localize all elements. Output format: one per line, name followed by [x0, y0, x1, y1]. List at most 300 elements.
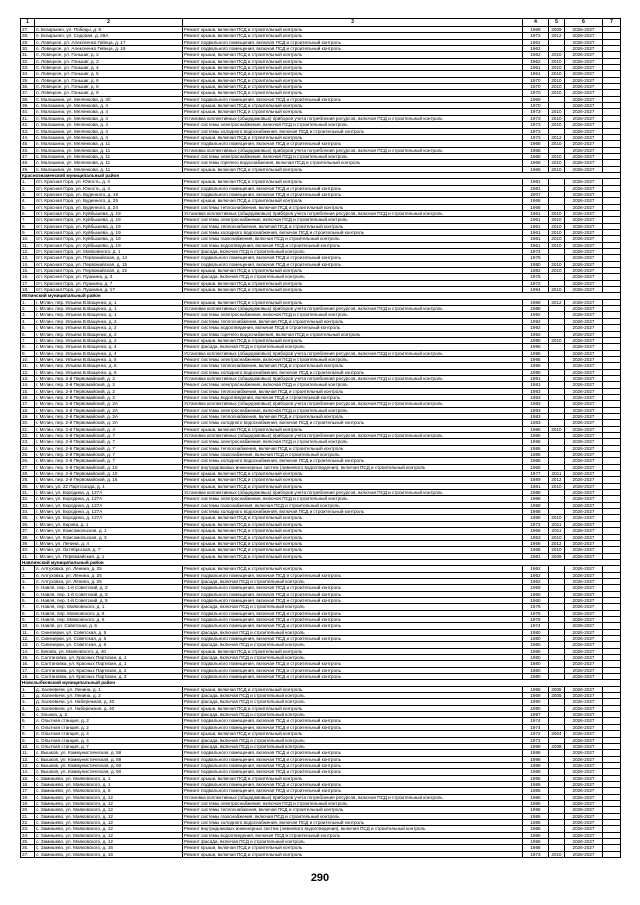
row-work-type: Ремонт крыши, включая ПСД и строительный контроль [183, 77, 523, 83]
row-year-built: 1985 [523, 788, 549, 794]
row-year-repair: 2010 [549, 90, 565, 96]
row-year-built: 1980 [523, 642, 549, 648]
row-address: г. Мглин, ул. Первомайская, д. 1 [35, 553, 183, 559]
row-year-built: 1995 [523, 356, 549, 362]
row-year-built: 1995 [523, 369, 549, 375]
row-year-repair: 2005 [549, 686, 565, 692]
row-period: 2026-2027 [565, 255, 603, 261]
row-address: п. Малашина, ул. Меленкова, д. 11 [35, 141, 183, 147]
row-year-built: 1988 [523, 299, 549, 305]
row-work-type: Ремонт фасада, включая ПСД и строительный контроль [183, 344, 523, 350]
row-period: 2026-2027 [565, 693, 603, 699]
row-work-type: Ремонт подвального помещения, включая ПСД и строительный контроль [183, 585, 523, 591]
row-work-type: Ремонт системы газоснабжения, включая ПСД и строительный контроль [183, 236, 523, 242]
table-row [21, 807, 621, 813]
row-year-built: 1962 [523, 39, 549, 45]
row-period: 2026-2027 [565, 629, 603, 635]
row-year-repair: 2012 [549, 33, 565, 39]
row-year-built: 1968 [523, 204, 549, 210]
row-year-built: 1970 [523, 77, 549, 83]
row-number: 33. [21, 502, 35, 508]
row-work-type: Ремонт системы горячего водоснабжения, включая ПСД и строительный контроль [183, 160, 523, 166]
row-address: г. Мглин, ул. Кирова, д. 1 [35, 521, 183, 527]
row-year-built: 1980 [523, 261, 549, 267]
row-number: 40. [21, 109, 35, 115]
row-year-repair: 2012 [549, 134, 565, 140]
row-address: п. Навля, пер. 1-й Советский, д. 5 [35, 597, 183, 603]
row-work-type: Ремонт крыши, включая ПСД и строительный контроль [183, 528, 523, 534]
row-period: 2026-2027 [565, 128, 603, 134]
row-year-built: 1986 [523, 826, 549, 832]
row-year-built: 1980 [523, 667, 549, 673]
row-year-built: 1976 [523, 255, 549, 261]
row-work-type: Ремонт крыши, включая ПСД и строительный контроль [183, 103, 523, 109]
row-work-type: Ремонт крыши, включая ПСД и строительный контроль [183, 337, 523, 343]
row-address: п. Навля, пер. 1-й Советский, д. 3 [35, 585, 183, 591]
row-address: п. Ловецкое, ул. Алексеенко Гейнца, д. 19 [35, 46, 183, 52]
row-number: 4. [21, 318, 35, 324]
row-number: 4. [21, 585, 35, 591]
row-period: 2026-2027 [565, 407, 603, 413]
row-year-built: 1983 [523, 413, 549, 419]
row-period: 2026-2027 [565, 578, 603, 584]
row-year-built: 1980 [523, 629, 549, 635]
row-year-built: 1988 [523, 762, 549, 768]
row-number: 42. [21, 122, 35, 128]
row-address: с. Замишево, ул. Маяковского, д. 12 [35, 794, 183, 800]
row-year-built: 1968 [523, 547, 549, 553]
row-year-built: 1961 [523, 242, 549, 248]
row-period: 2026-2027 [565, 413, 603, 419]
table-row [21, 96, 621, 102]
row-year-built: 1983 [523, 401, 549, 407]
row-period: 2026-2027 [565, 223, 603, 229]
row-work-type: Ремонт подвального помещения, включая ПСД и строительный контроль [183, 788, 523, 794]
row-year-built: 1968 [523, 147, 549, 153]
row-address: пгт. Красная Гора, ул. Буденного, д. 24 [35, 204, 183, 210]
row-address: г. Мглин, пер. 2-й Первомайский, д. 2А [35, 401, 183, 407]
row-number: 35. [21, 77, 35, 83]
row-address: г. Мглин, пер. 2-й Первомайский, д. 4 [35, 426, 183, 432]
row-period: 2026-2027 [565, 39, 603, 45]
row-work-type: Ремонт крыши, включая ПСД и строительный контроль [183, 179, 523, 185]
row-period: 2026-2027 [565, 502, 603, 508]
row-number: 18. [21, 287, 35, 293]
row-number: 1. [21, 686, 35, 692]
row-number: 17. [21, 667, 35, 673]
row-address: г. Мглин, пер. Ильина В.Ващенко, д. 2 [35, 337, 183, 343]
row-address: г. Мглин, пер. 2-й Первомайский, д. 7 [35, 439, 183, 445]
row-number: 5. [21, 204, 35, 210]
row-address: п. Синезерки, ул. Советская, д. 6 [35, 642, 183, 648]
row-period: 2026-2027 [565, 166, 603, 172]
row-number: 27. [21, 27, 35, 33]
row-year-repair: 2011 [549, 471, 565, 477]
table-row [21, 464, 621, 470]
row-year-repair: 2010 [549, 65, 565, 71]
row-number: 9. [21, 350, 35, 356]
row-period: 2026-2027 [565, 122, 603, 128]
row-year-built: 1983 [523, 420, 549, 426]
row-address: г. Мглин, ул. Комсомольская, д. 3 [35, 534, 183, 540]
row-year-built: 1992 [523, 312, 549, 318]
row-number: 17. [21, 280, 35, 286]
table-row [21, 388, 621, 394]
row-period: 2026-2027 [565, 845, 603, 851]
row-year-repair: 2010 [549, 236, 565, 242]
row-number: 49. [21, 166, 35, 172]
row-year-repair: 2010 [549, 141, 565, 147]
row-number: 15. [21, 388, 35, 394]
row-address: п. Бозарьино, ул. Садовая, д. 29А [35, 33, 183, 39]
row-number: 27. [21, 851, 35, 857]
table-row [21, 433, 621, 439]
row-period: 2026-2027 [565, 77, 603, 83]
row-number: 24. [21, 445, 35, 451]
row-address: п. Навля, ул. Советская, д. 5 [35, 623, 183, 629]
table-row [21, 813, 621, 819]
row-work-type: Ремонт крыши, включая ПСД и строительный контроль [183, 198, 523, 204]
row-year-repair: 2011 [549, 521, 565, 527]
row-address: п. Опытная станция, д. 7 [35, 743, 183, 749]
row-year-built: 1988 [523, 496, 549, 502]
row-address: д. Халеевичи, ул. Набережная, д. 40 [35, 699, 183, 705]
table-row [21, 223, 621, 229]
row-year-built: 1961 [523, 236, 549, 242]
row-year-built: 2007 [523, 191, 549, 197]
row-work-type: Ремонт крыши, включая ПСД и строительный контроль [183, 515, 523, 521]
row-address: п. Малашина, ул. Меленкова, д. 4 [35, 115, 183, 121]
row-address: д. Халеевичи, ул. Ленина, д. 3 [35, 693, 183, 699]
row-work-type: Ремонт крыши, включая ПСД и строительный контроль [183, 299, 523, 305]
row-address: пгт. Красная Гора, ул. Куйбышева, д. 19 [35, 242, 183, 248]
section-title: Навлинский муниципальный район [21, 559, 621, 565]
row-year-repair: 2010 [549, 115, 565, 121]
row-year-built: 1970 [523, 90, 549, 96]
row-period: 2026-2027 [565, 674, 603, 680]
row-address: с. Замишево, ул. Маяковского, д. 1 [35, 775, 183, 781]
row-year-built: 1986 [523, 439, 549, 445]
row-period: 2026-2027 [565, 477, 603, 483]
row-period: 2026-2027 [565, 382, 603, 388]
table-row [21, 420, 621, 426]
table-row [21, 401, 621, 407]
table-row [21, 661, 621, 667]
row-year-built: 1986 [523, 756, 549, 762]
row-year-repair: 2010 [549, 287, 565, 293]
row-year-repair: 2010 [549, 268, 565, 274]
row-year-built: 1988 [523, 502, 549, 508]
row-address: п. Навля, пер. 1-й Советский, д. 3 [35, 591, 183, 597]
row-year-repair: 2010 [549, 230, 565, 236]
row-period: 2026-2027 [565, 769, 603, 775]
row-number: 16. [21, 661, 35, 667]
row-work-type: Ремонт системы холодного водоснабжения, включая ПСД и строительный контроль [183, 128, 523, 134]
row-number: 11. [21, 363, 35, 369]
row-year-repair: 2010 [549, 547, 565, 553]
row-period: 2026-2027 [565, 210, 603, 216]
row-number: 46. [21, 147, 35, 153]
row-period: 2026-2027 [565, 179, 603, 185]
row-address: с. Замишево, ул. Маяковского, д. 12 [35, 819, 183, 825]
row-work-type: Ремонт подвального помещения, включая ПСД и строительный контроль [183, 661, 523, 667]
row-work-type: Ремонт крыши, включая ПСД и строительный контроль [183, 58, 523, 64]
row-year-built: 1982 [523, 268, 549, 274]
row-work-type: Ремонт крыши, включая ПСД и строительный контроль [183, 280, 523, 286]
row-work-type: Ремонт крыши, включая ПСД и строительный контроль [183, 686, 523, 692]
table-row [21, 204, 621, 210]
row-year-built: 1981 [523, 483, 549, 489]
row-address: г. Мглин, пер. 2-й Первомайский, д. 7 [35, 445, 183, 451]
row-work-type: Ремонт системы газоснабжения, включая ПСД и строительный контроль [183, 452, 523, 458]
row-number: 11. [21, 242, 35, 248]
row-work-type: Ремонт системы теплоснабжения, включая ПСД и строительный контроль [183, 223, 523, 229]
table-row [21, 191, 621, 197]
page-number: 290 [310, 872, 330, 884]
row-address: п. Опытная станция, д. 4 [35, 731, 183, 737]
row-year-built: 1989 [523, 27, 549, 33]
row-period: 2026-2027 [565, 217, 603, 223]
row-year-built: 1961 [523, 65, 549, 71]
row-work-type: Ремонт подвального помещения, включая ПСД и строительный контроль [183, 46, 523, 52]
row-work-type: Ремонт подвального помещения, включая ПСД и строительный контроль [183, 591, 523, 597]
row-period: 2026-2027 [565, 826, 603, 832]
row-period: 2026-2027 [565, 731, 603, 737]
row-number: 47. [21, 153, 35, 159]
row-period: 2026-2027 [565, 52, 603, 58]
row-number: 30. [21, 483, 35, 489]
row-work-type: Ремонт фасада, включая ПСД и строительный контроль [183, 642, 523, 648]
row-address: п. Малашина, ул. Меленкова, д. 11 [35, 153, 183, 159]
row-period: 2026-2027 [565, 261, 603, 267]
row-year-built: 1995 [523, 363, 549, 369]
row-work-type: Ремонт крыши, включая ПСД и строительный контроль [183, 477, 523, 483]
row-period: 2026-2027 [565, 604, 603, 610]
row-address: п. Алтуховка, ул. Ленина, д. 25 [35, 566, 183, 572]
row-number: 12. [21, 249, 35, 255]
row-period: 2026-2027 [565, 65, 603, 71]
row-number: 39. [21, 103, 35, 109]
row-number: 17. [21, 401, 35, 407]
table-row [21, 39, 621, 45]
row-year-repair: 2010 [549, 337, 565, 343]
row-period: 2026-2027 [565, 781, 603, 787]
section-title: Краснознаменский муниципальный район [21, 172, 621, 178]
row-address: п. Ловецкое, ул. Гоньшиг, д. 4 [35, 65, 183, 71]
row-period: 2026-2027 [565, 312, 603, 318]
row-work-type: Ремонт крыши, включая ПСД и строительный контроль [183, 553, 523, 559]
row-work-type: Ремонт крыши, включая ПСД и строительный контроль [183, 547, 523, 553]
row-period: 2026-2027 [565, 775, 603, 781]
row-work-type: Ремонт подвального помещения, включая ПСД и строительный контроль [183, 769, 523, 775]
row-address: г. Мглин, пер. Ильина В.Ващенко, д. 5 [35, 356, 183, 362]
table-row [21, 756, 621, 762]
row-work-type: Ремонт крыши, включая ПСД и строительный контроль [183, 426, 523, 432]
row-number: 30. [21, 46, 35, 52]
row-work-type: Ремонт фасада, включая ПСД и строительный контроль [183, 743, 523, 749]
row-number: 18. [21, 407, 35, 413]
row-year-built: 1981 [523, 553, 549, 559]
row-address: пгт. Красная Гора, ул. Маяковского, д. 1 [35, 249, 183, 255]
row-work-type: Ремонт подвального помещения, включая ПСД и строительный контроль [183, 724, 523, 730]
row-address: г. Мглин, пер. 2-й Первомайский, д. 10 [35, 471, 183, 477]
row-address: пгт. Красная Гора, ул. Пушкина, д. 17 [35, 287, 183, 293]
row-number: 2. [21, 572, 35, 578]
row-address: г. Мглин, ул. Октябрьская, д. 7 [35, 547, 183, 553]
row-year-built: 1961 [523, 71, 549, 77]
row-year-built: 1986 [523, 800, 549, 806]
row-number: 44. [21, 134, 35, 140]
row-year-repair: 2010 [549, 58, 565, 64]
table-row [21, 452, 621, 458]
row-number: 7. [21, 337, 35, 343]
row-period: 2026-2027 [565, 426, 603, 432]
row-address: г. Мглин, пер. Ильина В.Ващенко, д. 4 [35, 344, 183, 350]
row-year-built: 1986 [523, 819, 549, 825]
row-address: г. Мглин, пер. 2-й Первомайский, д. 2А [35, 407, 183, 413]
row-address: с. Замишево, ул. Маяковского, д. 12 [35, 832, 183, 838]
row-period: 2026-2027 [565, 471, 603, 477]
row-address: п. Навля, пер. Маяковского, д. 6 [35, 616, 183, 622]
row-work-type: Ремонт крыши, включая ПСД и строительный контроль [183, 84, 523, 90]
row-address: г. Мглин, пер. 2-й Первомайский, д. 10 [35, 464, 183, 470]
row-number: 31. [21, 490, 35, 496]
row-work-type: Ремонт фасада, включая ПСД и строительный контроль [183, 839, 523, 845]
row-number: 5. [21, 712, 35, 718]
row-work-type: Ремонт крыши, включая ПСД и строительный контроль [183, 27, 523, 33]
row-work-type: Ремонт подвального помещения, включая ПСД и строительный контроль [183, 781, 523, 787]
row-period: 2026-2027 [565, 325, 603, 331]
row-address: п. Навля, пер. Маяковского, д. 6 [35, 610, 183, 616]
row-work-type: Установка коллективных (общедомовых) приборов учета потребления ресурсов, включая ПСД и строительный контроль [183, 147, 523, 153]
row-work-type: Ремонт системы водоотведения, включая ПСД и строительный контроль [183, 832, 523, 838]
row-year-built: 1974 [523, 249, 549, 255]
row-address: п. Малашина, ул. Меленкова, д. 11 [35, 147, 183, 153]
row-period: 2026-2027 [565, 807, 603, 813]
row-year-built: 1986 [523, 433, 549, 439]
row-number: 3. [21, 312, 35, 318]
row-work-type: Ремонт системы водоотведения, включая ПСД и строительный контроль [183, 242, 523, 248]
table-row [21, 674, 621, 680]
row-period: 2026-2027 [565, 160, 603, 166]
row-year-built: 1986 [523, 807, 549, 813]
row-number: 40. [21, 547, 35, 553]
row-number: 37. [21, 528, 35, 534]
row-number: 12. [21, 636, 35, 642]
row-address: с. Замишево, ул. Маяковского, д. 12 [35, 813, 183, 819]
row-year-built: 1986 [523, 750, 549, 756]
row-year-repair: 2010 [549, 77, 565, 83]
row-work-type: Ремонт системы теплоснабжения, включая ПСД и строительный контроль [183, 807, 523, 813]
row-year-built: 1986 [523, 458, 549, 464]
row-work-type: Ремонт крыши, включая ПСД и строительный контроль [183, 65, 523, 71]
row-period: 2026-2027 [565, 832, 603, 838]
row-address: г. Мглин, пер. 2-й Первомайский, д. 2 [35, 375, 183, 381]
row-address: п. Ловецкое, ул. Гоньшиг, д. 2 [35, 52, 183, 58]
row-work-type: Ремонт крыши, включая ПСД и строительный контроль [183, 134, 523, 140]
row-number: 10. [21, 356, 35, 362]
row-number: 26. [21, 845, 35, 851]
row-number: 8. [21, 610, 35, 616]
row-work-type: Ремонт системы теплоснабжения, включая ПСД и строительный контроль [183, 204, 523, 210]
row-period: 2026-2027 [565, 185, 603, 191]
row-year-built: 1988 [523, 515, 549, 521]
row-year-built: 1958 [523, 540, 549, 546]
row-number: 33. [21, 65, 35, 71]
row-work-type: Установка коллективных (общедомовых) приборов учета потребления ресурсов, включая ПСД и строительный контроль [183, 115, 523, 121]
row-period: 2026-2027 [565, 420, 603, 426]
row-period: 2026-2027 [565, 337, 603, 343]
row-year-built: 1966 [523, 528, 549, 534]
row-year-built: 1977 [523, 471, 549, 477]
row-address: с. Замишево, ул. Маяковского, д. 12 [35, 800, 183, 806]
row-work-type: Ремонт крыши, включая ПСД и строительный контроль [183, 109, 523, 115]
row-year-built: 1973 [523, 109, 549, 115]
row-address: с. Замишево, ул. Маяковского, д. 6 [35, 788, 183, 794]
row-period: 2026-2027 [565, 597, 603, 603]
row-period: 2026-2027 [565, 236, 603, 242]
row-work-type: Ремонт системы электроснабжения, включая ПСД и строительный контроль [183, 800, 523, 806]
row-number: 21. [21, 426, 35, 432]
row-year-built: 1960 [523, 591, 549, 597]
row-number: 36. [21, 521, 35, 527]
row-year-built: 1966 [523, 464, 549, 470]
row-work-type: Ремонт системы электроснабжения, включая ПСД и строительный контроль [183, 496, 523, 502]
row-year-repair: 2010 [549, 160, 565, 166]
row-period: 2026-2027 [565, 401, 603, 407]
row-number: 7. [21, 724, 35, 730]
row-period: 2026-2027 [565, 230, 603, 236]
row-work-type: Ремонт фасада, включая ПСД и строительный контроль [183, 249, 523, 255]
table-row [21, 439, 621, 445]
row-period: 2026-2027 [565, 585, 603, 591]
row-number: 25. [21, 839, 35, 845]
row-address: пгт. Красная Гора, ул. Куйбышева, д. 19 [35, 230, 183, 236]
row-year-built: 1983 [523, 388, 549, 394]
row-address: г. Мглин, пер. 2-й Первомайский, д. 2А [35, 420, 183, 426]
row-number: 35. [21, 515, 35, 521]
row-number: 29. [21, 477, 35, 483]
row-number: 14. [21, 261, 35, 267]
row-address: пгт. Красная Гора, ул. Буденного, д. 16 [35, 191, 183, 197]
row-year-built: 1988 [523, 509, 549, 515]
row-year-built: 1988 [523, 769, 549, 775]
row-year-built: 1997 [523, 712, 549, 718]
row-year-built: 1968 [523, 141, 549, 147]
row-number: 3. [21, 191, 35, 197]
row-period: 2026-2027 [565, 553, 603, 559]
row-number: 5. [21, 325, 35, 331]
row-year-built: 1986 [523, 452, 549, 458]
row-address: г. Мглин, ул. Бородина, д. 127А [35, 502, 183, 508]
row-year-built: 1976 [523, 616, 549, 622]
header-col-6: 6 [565, 19, 603, 27]
row-address: г. Мглин, пер. 2-й Первомайский, д. 7 [35, 458, 183, 464]
row-period: 2026-2027 [565, 521, 603, 527]
row-number: 25. [21, 452, 35, 458]
row-address: п. Малашина, ул. Меленкова, д. 3б [35, 96, 183, 102]
row-work-type: Ремонт системы теплоснабжения, включая ПСД и строительный контроль [183, 318, 523, 324]
row-period: 2026-2027 [565, 534, 603, 540]
row-year-repair: 2010 [549, 515, 565, 521]
row-work-type: Установка коллективных (общедомовых) приборов учета потребления ресурсов, включая ПСД и строительный контроль [183, 350, 523, 356]
row-address: с. Вышков, ул. Коммунистическая, д. 60 [35, 762, 183, 768]
table-row [21, 363, 621, 369]
row-address: г. Мглин, пер. 2-й Первомайский, д. 2А [35, 413, 183, 419]
row-work-type: Ремонт фасада, включая ПСД и строительный контроль [183, 604, 523, 610]
row-year-built: 1972 [523, 521, 549, 527]
row-number: 48. [21, 160, 35, 166]
